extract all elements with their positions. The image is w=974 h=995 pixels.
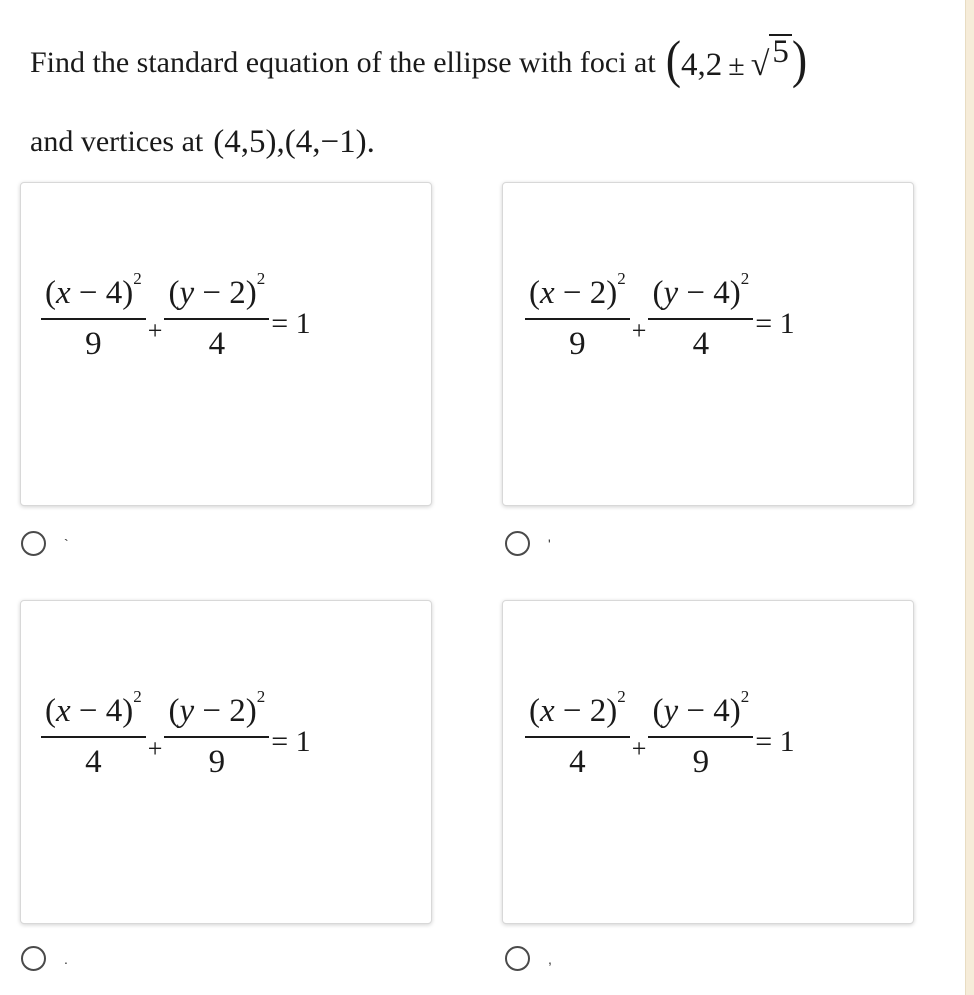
denominator: 9	[41, 318, 146, 363]
denominator: 9	[164, 736, 269, 781]
variable-y: y	[179, 275, 195, 311]
option-b-fraction-2: $\frac{(y - 4)^2}{4}$	[648, 275, 753, 363]
right-scrollbar-strip	[965, 0, 974, 995]
option-b-radio-button[interactable]	[505, 531, 530, 556]
exponent: 2	[617, 687, 626, 706]
plus-sign: +	[147, 316, 163, 345]
option-card-c[interactable]	[20, 600, 432, 924]
exponent: 2	[133, 269, 142, 288]
question-text	[30, 22, 930, 180]
option-a-radio-row[interactable]	[21, 531, 69, 556]
option-c-radio-mark: .	[64, 950, 68, 967]
vertices-expression: (4,5),(4,−1).	[213, 124, 375, 160]
option-a-radio-button[interactable]	[21, 531, 46, 556]
question-line-1-text: Find the standard equation of the ellipse with foci at	[30, 46, 656, 79]
option-a-equation	[41, 269, 311, 363]
option-d-radio-button[interactable]	[505, 946, 530, 971]
denominator: 4	[164, 318, 269, 363]
exponent: 2	[133, 687, 142, 706]
plus-sign: +	[631, 316, 647, 345]
option-b-fraction-1: $\frac{(x - 2)^2}{9}$	[525, 275, 630, 363]
exponent: 2	[740, 687, 750, 706]
option-card-a[interactable]	[20, 182, 432, 506]
option-card-b[interactable]	[502, 182, 914, 506]
foci-expression	[666, 22, 808, 104]
variable-y: y	[179, 693, 195, 729]
option-c-radio-button[interactable]	[21, 946, 46, 971]
question-line-2	[30, 104, 930, 180]
exponent: 2	[256, 269, 266, 288]
option-b-radio-mark: '	[548, 535, 551, 552]
foci-sqrt	[751, 27, 792, 103]
variable-x: x	[56, 693, 71, 729]
option-a-fraction-2: $\frac{(y - 2)^2}{4}$	[164, 275, 269, 363]
equals-one: = 1	[755, 725, 795, 758]
variable-y: y	[663, 693, 679, 729]
question-line-2-text: and vertices at	[30, 125, 204, 158]
foci-open-paren: (	[665, 30, 682, 89]
option-a-radio-mark: `	[64, 535, 69, 552]
denominator: 9	[648, 736, 753, 781]
option-b-radio-row[interactable]	[505, 531, 551, 556]
option-b-equation	[525, 269, 795, 363]
foci-close-paren: )	[791, 30, 808, 89]
variable-x: x	[540, 275, 555, 311]
option-c-radio-row[interactable]	[21, 946, 68, 971]
variable-x: x	[56, 275, 71, 311]
option-d-radio-mark: ,	[548, 950, 552, 967]
foci-plus-minus: ±	[728, 49, 745, 82]
option-c-fraction-1: $\frac{(x - 4)^2}{4}$	[41, 693, 146, 781]
plus-sign: +	[147, 734, 163, 763]
option-c-equation	[41, 687, 311, 781]
denominator: 4	[525, 736, 630, 781]
option-a-fraction-1: $\frac{(x - 4)^2}{9}$	[41, 275, 146, 363]
option-d-fraction-2: $\frac{(y - 4)^2}{9}$	[648, 693, 753, 781]
exponent: 2	[617, 269, 626, 288]
foci-left: 4,2	[681, 47, 723, 83]
exponent: 2	[256, 687, 266, 706]
variable-y: y	[663, 275, 679, 311]
equals-one: = 1	[271, 307, 311, 340]
equals-one: = 1	[755, 307, 795, 340]
option-d-fraction-1: $\frac{(x - 2)^2}{4}$	[525, 693, 630, 781]
plus-sign: +	[631, 734, 647, 763]
equals-one: = 1	[271, 725, 311, 758]
sqrt-radicand: 5	[769, 34, 792, 68]
option-d-equation	[525, 687, 795, 781]
denominator: 4	[41, 736, 146, 781]
option-c-fraction-2: $\frac{(y - 2)^2}{9}$	[164, 693, 269, 781]
variable-x: x	[540, 693, 555, 729]
option-d-radio-row[interactable]	[505, 946, 552, 971]
exponent: 2	[740, 269, 750, 288]
sqrt-sign: √	[750, 46, 770, 83]
denominator: 4	[648, 318, 753, 363]
denominator: 9	[525, 318, 630, 363]
question-line-1	[30, 22, 930, 104]
option-card-d[interactable]	[502, 600, 914, 924]
